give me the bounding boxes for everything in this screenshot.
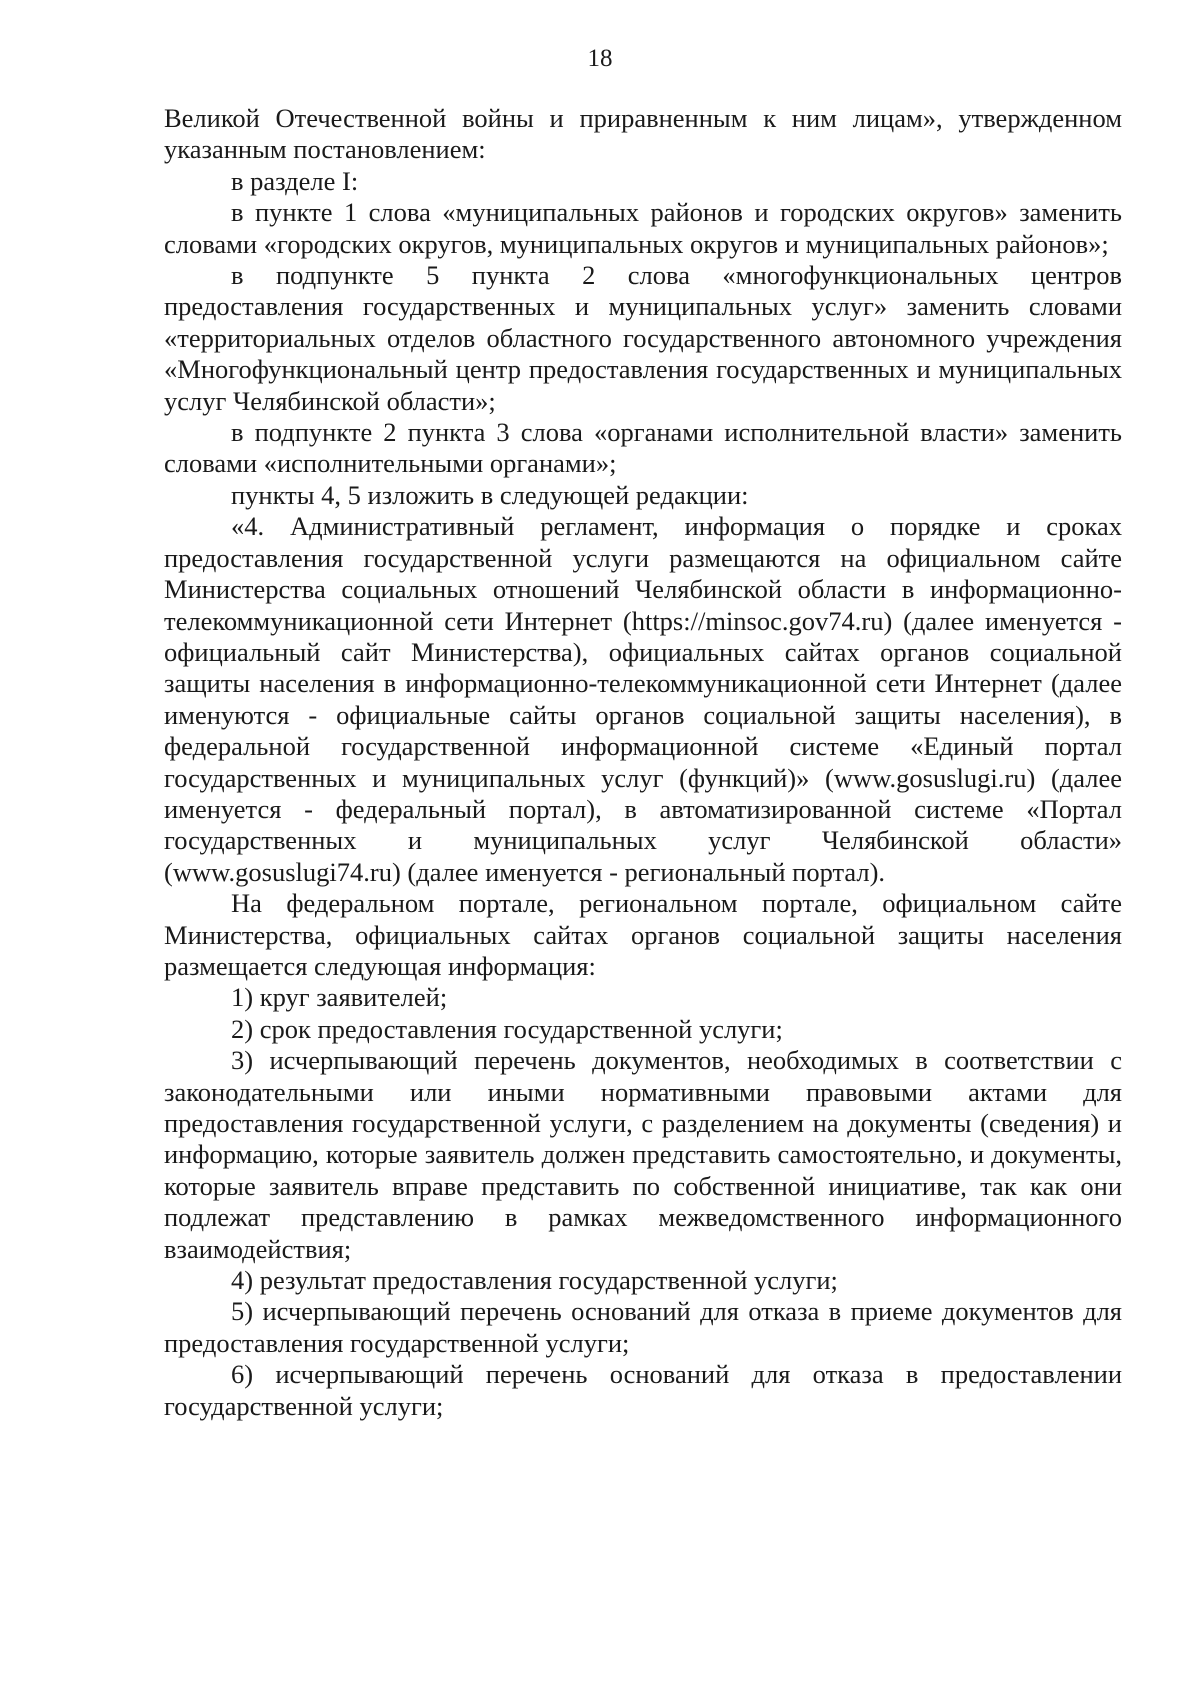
paragraph-points-4-5: пункты 4, 5 изложить в следующей редакции: <box>231 479 749 510</box>
list-item-5: 5) исчерпывающий перечень оснований для отказа в приеме документов для предоставления государственной услуги; <box>164 1296 1122 1358</box>
paragraph-intro: Великой Отечественной войны и приравненным к ним лицам», утвержденном указанным постановлением: <box>164 103 1122 165</box>
list-item-1: 1) круг заявителей; <box>231 982 448 1013</box>
list-item-2: 2) срок предоставления государственной услуги; <box>231 1013 783 1044</box>
paragraph-subpoint-2: в подпункте 2 пункта 3 слова «органами исполнительной власти» заменить словами «исполнительными органами»; <box>164 417 1122 479</box>
document-body <box>164 103 1122 1422</box>
list-item-3: 3) исчерпывающий перечень документов, необходимых в соответствии с законодательными или иными нормативными правовыми актами для предоставления государственной услуги, с разделением на документы (сведения) и информацию, которые заявитель должен представить самостоятельно, и документы, которые заявитель вправе представить по собственной инициативе, так как они подлежат представлению в рамках межведомственного информационного взаимодействия; <box>164 1045 1122 1264</box>
paragraph-section-heading: в разделе I: <box>231 165 359 196</box>
page-number: 18 <box>587 45 613 72</box>
paragraph-information-list-intro: На федеральном портале, региональном портале, официальном сайте Министерства, официальных сайтах органов социальной защиты населения размещается следующая информация: <box>164 888 1122 981</box>
list-item-4: 4) результат предоставления государственной услуги; <box>231 1265 838 1296</box>
paragraph-point-1: в пункте 1 слова «муниципальных районов и городских округов» заменить словами «городских округов, муниципальных округов и муниципальных районов»; <box>164 197 1122 259</box>
list-item-6: 6) исчерпывающий перечень оснований для отказа в предоставлении государственной услуги; <box>164 1359 1122 1421</box>
paragraph-regulation-4: «4. Административный регламент, информация о порядке и сроках предоставления государственной услуги размещаются на официальном сайте Министерства социальных отношений Челябинской области в информационно-телекоммуникационной сети Интернет (https://minsoc.gov74.ru) (далее именуется - официальный сайт Министерства), официальных сайтах органов социальной защиты населения в информационно-телекоммуникационной сети Интернет (далее именуются - официальные сайты органов социальной защиты населения), в федеральной государственной информационной системе «Единый портал государственных и муниципальных услуг (функций)» (www.gosuslugi.ru) (далее именуется - федеральный портал), в автоматизированной системе «Портал государственных и муниципальных услуг Челябинской области» (www.gosuslugi74.ru) (далее именуется - региональный портал). <box>164 511 1122 887</box>
paragraph-subpoint-5: в подпункте 5 пункта 2 слова «многофункциональных центров предоставления государственных и муниципальных услуг» заменить словами «территориальных отделов областного государственного автономного учреждения «Многофункциональный центр предоставления государственных и муниципальных услуг Челябинской области»; <box>164 260 1122 416</box>
